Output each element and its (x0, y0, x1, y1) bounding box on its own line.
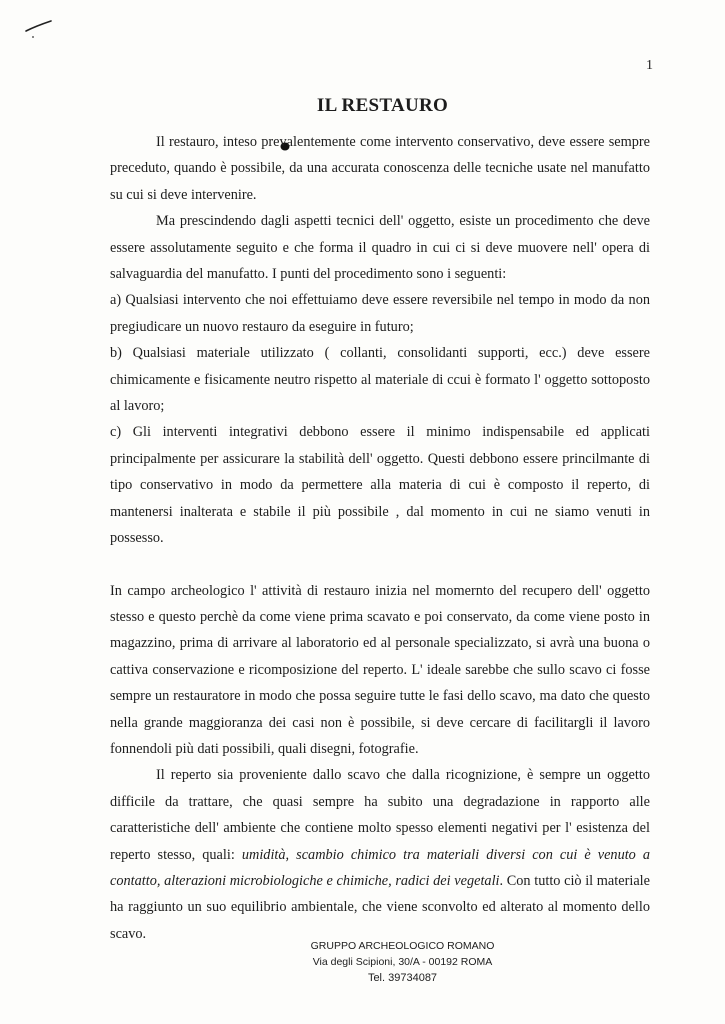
paragraph-finds-italic: umidità, scambio chimico tra materiali diversi con cui è venuto a contatto, alterazioni microbiologiche e chimiche, radici dei vegetali (110, 846, 651, 889)
pen-mark-icon (24, 18, 54, 38)
footer-tel: Tel. 39734087 (367, 972, 438, 984)
paragraph-archaeology: In campo archeologico l' attività di restauro inizia nel momernto del recupero dell' oggetto stesso e questo perchè da come viene prima scavato e poi conservato, da come viene posto in magazzino, prima di arrivare al laboratorio ed al personale specializzato, si avrà una buona o cattiva conservazione e ricomposizione del reperto. L' ideale sarebbe che sullo scavo ci fosse sempre un restauratore in modo che possa seguire tutte le fasi dello scavo, ma dato che questo nella grande maggioranza dei casi non è possibile, si deve cercare di facilitargli il lavoro fonnendoli più dati possibili, quali disegni, fotografie. (110, 582, 650, 757)
page-title: IL RESTAURO (316, 95, 449, 116)
letterhead-footer (0, 938, 725, 986)
document-body (110, 129, 650, 947)
footer-org: GRUPPO ARCHEOLOGICO ROMANO (310, 940, 495, 952)
paragraph-finds-end: . Con tutto ciò il materiale ha raggiunto un suo equilibrio ambientale, che viene sconvolto ed alterato al momento dello scavo. (110, 872, 650, 942)
list-item-a: a) Qualsiasi intervento che noi effettuiamo deve essere reversibile nel tempo in modo da non pregiudicare un nuovo restauro da eseguire in futuro; (110, 292, 650, 335)
page-number: 1 (646, 58, 653, 73)
footer-address: Via degli Scipioni, 30/A - 00192 ROMA (312, 956, 493, 968)
list-item-b: b) Qualsiasi materiale utilizzato ( collanti, consolidanti supporti, ecc.) deve essere chimicamente e fisicamente neutro rispetto al materiale di ccui è formato l' oggetto sottoposto al lavoro; (110, 345, 650, 415)
paragraph-finds (110, 762, 650, 947)
paragraph-intro: Il restauro, inteso prevalentemente come intervento conservativo, deve essere sempre preceduto, quando è possibile, da una accurata conoscenza delle tecniche usate nel manufatto su cui si deve intervenire. (110, 134, 650, 203)
paragraph-procedure: Ma prescindendo dagli aspetti tecnici dell' oggetto, esiste un procedimento che deve essere assolutamente seguito e che forma il quadro in cui ci si deve muovere nell' opera di salvaguardia del manufatto. I punti del procedimento sono i seguenti: (110, 213, 650, 283)
paragraph-finds-start: Il reperto sia proveniente dallo scavo che dalla ricognizione, è sempre un oggetto difficile da trattare, che quasi sempre ha subito una degradazione in rapporto alle caratteristiche dell' ambiente che contiene molto spesso elementi negativi per l' esistenza del reperto stesso, quali: (110, 767, 650, 863)
list-item-c: c) Gli interventi integrativi debbono essere il minimo indispensabile ed applicati principalmente per assicurare la stabilità dell' oggetto. Questi debbono essere princilmante di tipo conservativo in modo da permettere alla materia di cui è composto il reperto, di mantenersi inalterata e stabile il più possibile , dal momento in cui ne siamo venuti in possesso. (110, 424, 650, 547)
